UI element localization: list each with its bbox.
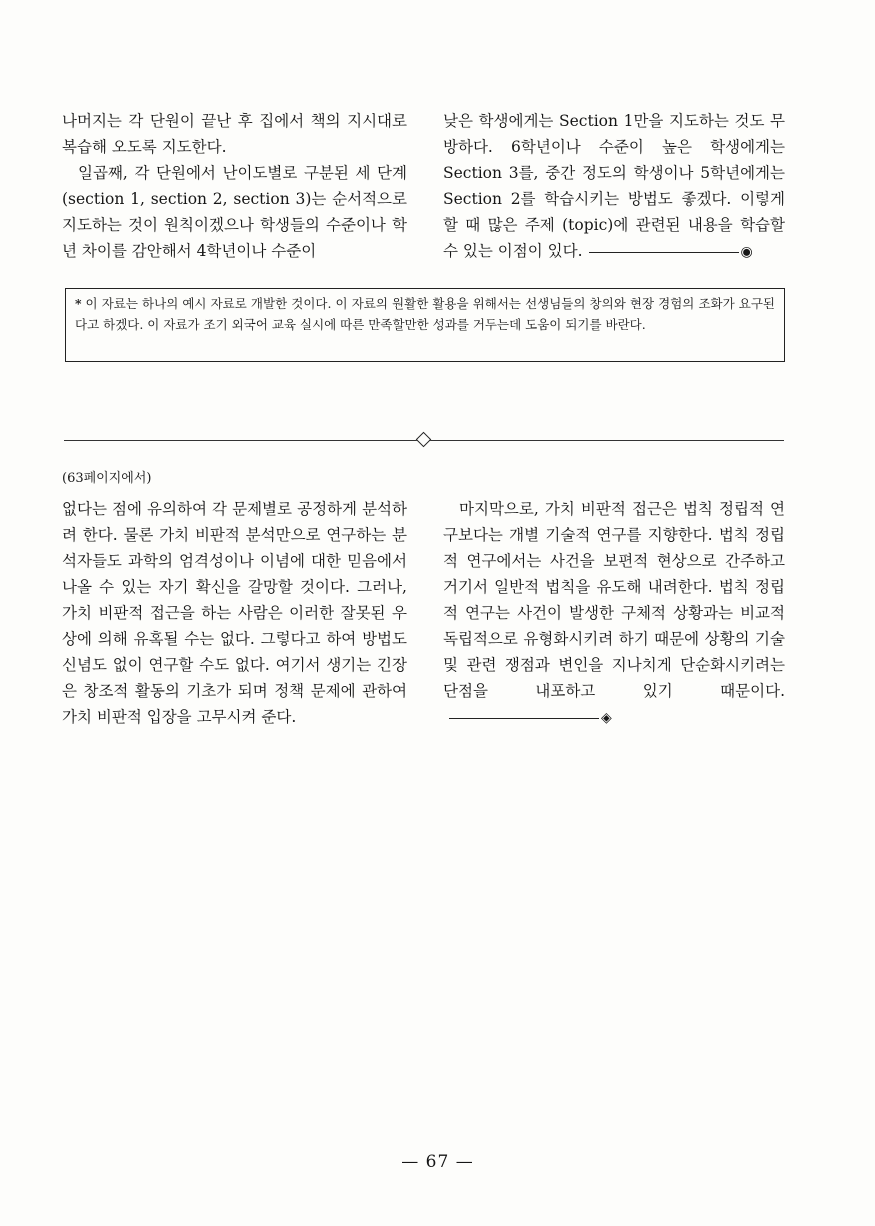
top-left-column [62,108,407,264]
paragraph: 일곱째, 각 단원에서 난이도별로 구분된 세 단계 (section 1, section 2, section 3)는 순서적으로 지도하는 것이 원칙이겠으나 학생들의 수준이나 학년 차이를 감안해서 4학년이나 수준이 [62,164,407,260]
source-reference: (63페이지에서) [62,471,152,486]
top-right-column [443,108,785,265]
paragraph-text: 마지막으로, 가치 비판적 접근은 법칙 정립적 연구보다는 개별 기술적 연구를 지향한다. 법칙 정립적 연구에서는 사건을 보편적 현상으로 간주하고 거기서 일반적 법칙을 유도해 내려한다. 법칙 정립적 연구는 사건이 발생한 구체적 상황과는 비교적 독립적으로 유형화시키려 하기 때문에 상황의 기술 및 관련 쟁점과 변인을 지나치게 단순화시키려는 단점을 내포하고 있기 때문이다. [443,500,785,700]
paragraph: 없다는 점에 유의하여 각 문제별로 공정하게 분석하려 한다. 물론 가치 비판적 분석만으로 연구하는 분석자들도 과학의 엄격성이나 이념에 대한 믿음에서 나올 수 있는 자기 확신을 갈망할 것이다. 그러나, 가치 비판적 접근을 하는 사람은 이러한 잘못된 우상에 의해 유혹될 수는 없다. 그렇다고 하여 방법도 신념도 없이 연구할 수도 없다. 여기서 생기는 긴장은 창조적 활동의 기초가 되며 정책 문제에 관하여 가치 비판적 입장을 고무시켜 준다. [62,500,407,726]
paragraph-text: 낮은 학생에게는 Section 1만을 지도하는 것도 무방하다. 6학년이나 수준이 높은 학생에게는 Section 3를, 중간 정도의 학생이나 5학년에게는 Section 2를 학습시키는 방법도 좋겠다. 이렇게 할 때 많은 주제 (topic)에 관련된 내용을 학습할 수 있는 이점이 있다. [443,112,785,260]
page-number: — 67 — [401,1152,474,1172]
end-rule [449,718,599,719]
paragraph [443,496,785,731]
bottom-left-column [62,496,407,730]
circle-dot-end-icon: ◉ [740,244,753,260]
note-text: 이 자료는 하나의 예시 자료로 개발한 것이다. 이 자료의 원활한 활용을 위해서는 선생님들의 창의와 현장 경험의 조화가 요구된다고 하겠다. 이 자료가 조기 외국어 교육 실시에 따른 만족할만한 성과를 거두는데 도움이 되기를 바란다. [75,296,775,332]
diamond-end-icon: ◈ [601,710,612,726]
paragraph [443,108,785,265]
note-box [65,288,785,362]
asterisk-icon: * [75,296,82,311]
end-rule [589,252,739,253]
bottom-right-column [443,496,785,731]
diamond-divider-icon [416,432,432,448]
paragraph: 나머지는 각 단원이 끝난 후 집에서 책의 지시대로 복습해 오도록 지도한다. [62,112,407,156]
